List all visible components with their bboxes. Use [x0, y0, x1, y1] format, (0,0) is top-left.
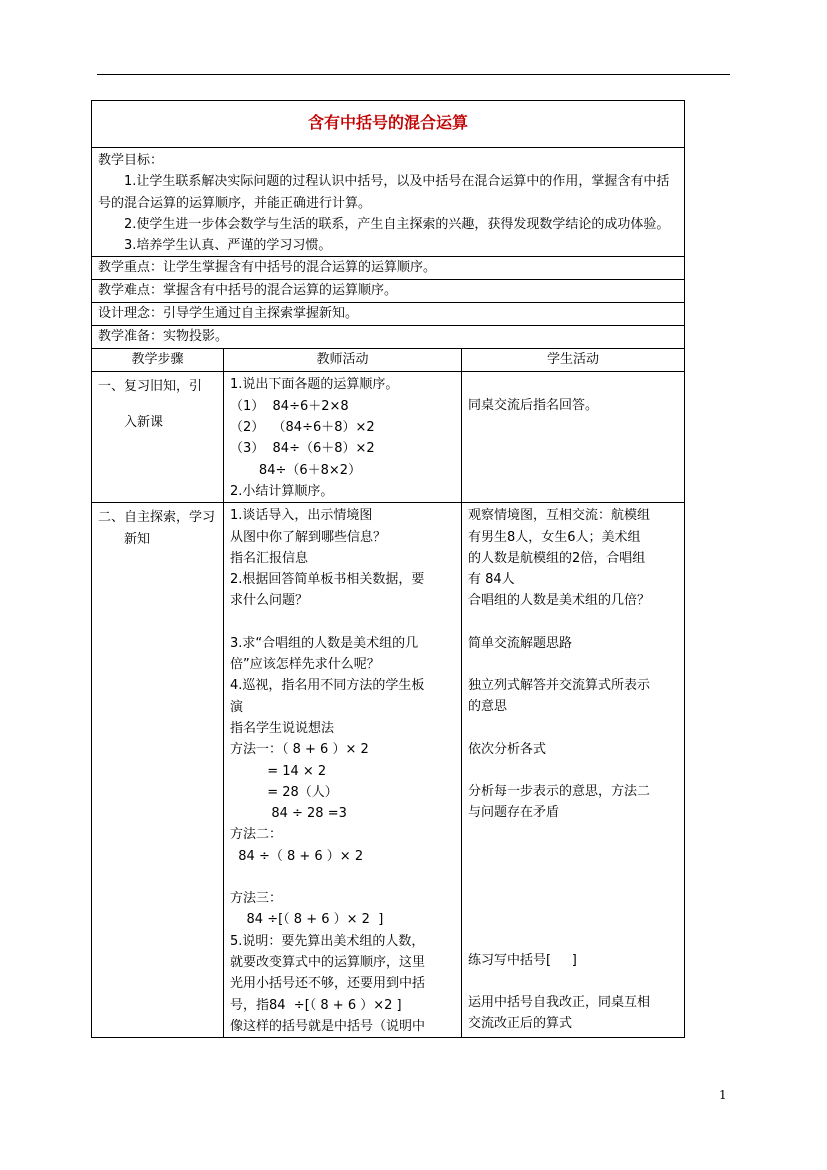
stage2-step-line2: 新知 — [124, 531, 151, 547]
teacher-line: 84 ÷[（ 8 + 6 ）× 2 ] — [230, 912, 384, 928]
student-line: 运用中括号自我改正，同桌互相 — [468, 994, 651, 1010]
student-line: 分析每一步表示的意思，方法二 — [468, 783, 651, 799]
student-line: 简单交流解题思路 — [468, 635, 573, 651]
teacher-blank — [230, 867, 455, 888]
teacher-line: = 14 × 2 — [230, 763, 327, 779]
student-line: 同桌交流后指名回答。 — [468, 398, 599, 414]
document-title: 含有中括号的混合运算 — [307, 113, 468, 133]
stage2-student — [462, 503, 685, 1038]
student-blank — [468, 866, 678, 887]
student-blank — [468, 612, 678, 633]
teacher-line: 从图中你了解到哪些信息？ — [230, 529, 387, 545]
design-idea: 设计理念：引导学生通过自主探索掌握新知。 — [92, 303, 685, 326]
title-row — [92, 101, 685, 148]
teacher-line: = 28（人） — [230, 784, 338, 800]
teacher-line: 1.谈话导入，出示情境图 — [230, 508, 373, 524]
teacher-line: 84 ÷ 28 =3 — [230, 806, 347, 822]
preparation: 教学准备：实物投影。 — [92, 326, 685, 349]
student-line: 有男生8人，女生6人；美术组 — [468, 529, 641, 545]
stage2-row — [92, 503, 685, 1038]
teacher-line: 方法一：（ 8 + 6 ）× 2 — [230, 742, 369, 758]
student-blank — [468, 718, 678, 739]
teacher-line: 1.说出下面各题的运算顺序。 — [230, 377, 399, 393]
design-idea-row — [92, 303, 685, 326]
student-line: 依次分析各式 — [468, 741, 547, 757]
teacher-line: 倍”应该怎样先求什么呢？ — [230, 657, 380, 673]
student-line: 的人数是航模组的2倍，合唱组 — [468, 550, 646, 566]
student-line: 练习写中括号[ ] — [468, 952, 577, 968]
teacher-line: 像这样的括号就是中括号（说明中 — [230, 1018, 426, 1034]
header-rule — [97, 74, 730, 75]
teacher-line: 方法二： — [230, 827, 283, 843]
objectives-heading: 教学目标： — [98, 153, 164, 168]
column-header-steps: 教学步骤 — [92, 349, 224, 372]
student-line: 交流改正后的算式 — [468, 1016, 573, 1032]
teacher-line: （1） 84÷6＋2×8 — [230, 398, 349, 414]
objectives-row — [92, 148, 685, 257]
teacher-line: 84 ÷（ 8 + 6 ）× 2 — [230, 848, 364, 864]
objective-item: 1.让学生联系解决实际问题的过程认识中括号，以及中括号在混合运算中的作用，掌握含有中括号的混合运算的运算顺序，并能正确进行计算。 — [98, 174, 670, 211]
stage1-student — [462, 372, 685, 503]
teacher-line: 光用小括号还不够，还要用到中括 — [230, 976, 426, 992]
teacher-line: 84÷（6＋8×2） — [230, 462, 362, 478]
student-blank — [468, 908, 678, 929]
stage1-step-line2: 入新课 — [124, 414, 164, 430]
teacher-line: 指名学生说说想法 — [230, 720, 335, 736]
stage1-teacher — [224, 372, 462, 503]
difficult-point: 教学难点：掌握含有中括号的混合运算的运算顺序。 — [92, 280, 685, 303]
stage2-step — [92, 503, 224, 1038]
student-line: 合唱组的人数是美术组的几倍？ — [468, 593, 651, 609]
student-line: 的意思 — [468, 699, 508, 715]
student-line: 与问题存在矛盾 — [468, 805, 560, 821]
lesson-plan-table — [91, 100, 685, 1038]
student-line: 观察情境图，互相交流：航模组 — [468, 508, 651, 524]
stage2-step-line1: 二、自主探索，学习 — [98, 510, 216, 526]
teacher-line: 演 — [230, 699, 244, 715]
teacher-line: 指名汇报信息 — [230, 550, 309, 566]
student-line: 独立列式解答并交流算式所表示 — [468, 678, 651, 694]
teacher-line: 5.说明：要先算出美术组的人数， — [230, 933, 425, 949]
student-blank — [468, 845, 678, 866]
key-point-row — [92, 257, 685, 280]
preparation-row — [92, 326, 685, 349]
teacher-line: （2） （84÷6＋8）×2 — [230, 420, 375, 436]
teacher-blank — [230, 612, 455, 633]
student-blank — [468, 824, 678, 845]
teacher-line: 求什么问题？ — [230, 593, 309, 609]
student-blank — [468, 971, 678, 992]
stage1-step — [92, 372, 224, 503]
teacher-line: 2.小结计算顺序。 — [230, 483, 334, 499]
student-blank — [468, 929, 678, 950]
column-header-teacher: 教师活动 — [224, 349, 462, 372]
stage2-teacher — [224, 503, 462, 1038]
difficult-point-row — [92, 280, 685, 303]
objective-item: 2.使学生进一步体会数学与生活的联系，产生自主探索的兴趣，获得发现数学结论的成功体验。 — [124, 216, 670, 232]
page-number: 1 — [719, 1088, 727, 1102]
teacher-line: 4.巡视，指名用不同方法的学生板 — [230, 678, 425, 694]
teacher-line: 就要改变算式中的运算顺序，这里 — [230, 954, 426, 970]
teacher-line: 3.求“合唱组的人数是美术组的几 — [230, 635, 419, 651]
key-point: 教学重点：让学生掌握含有中括号的混合运算的运算顺序。 — [92, 257, 685, 280]
teacher-line: 号，指84 ÷[（ 8 + 6 ）×2 ] — [230, 997, 402, 1013]
column-header-row — [92, 349, 685, 372]
column-header-student: 学生活动 — [462, 349, 685, 372]
teacher-line: 2.根据回答简单板书相关数据，要 — [230, 572, 425, 588]
stage1-step-line1: 一、复习旧知，引 — [98, 379, 203, 395]
objective-item: 3.培养学生认真、严谨的学习习惯。 — [124, 238, 332, 254]
teacher-line: 方法三： — [230, 891, 283, 907]
stage1-row — [92, 372, 685, 503]
teacher-line: （3） 84÷（6＋8）×2 — [230, 441, 375, 457]
student-blank — [468, 887, 678, 908]
student-line: 有 84人 — [468, 572, 515, 588]
student-blank — [468, 760, 678, 781]
student-blank — [468, 654, 678, 675]
